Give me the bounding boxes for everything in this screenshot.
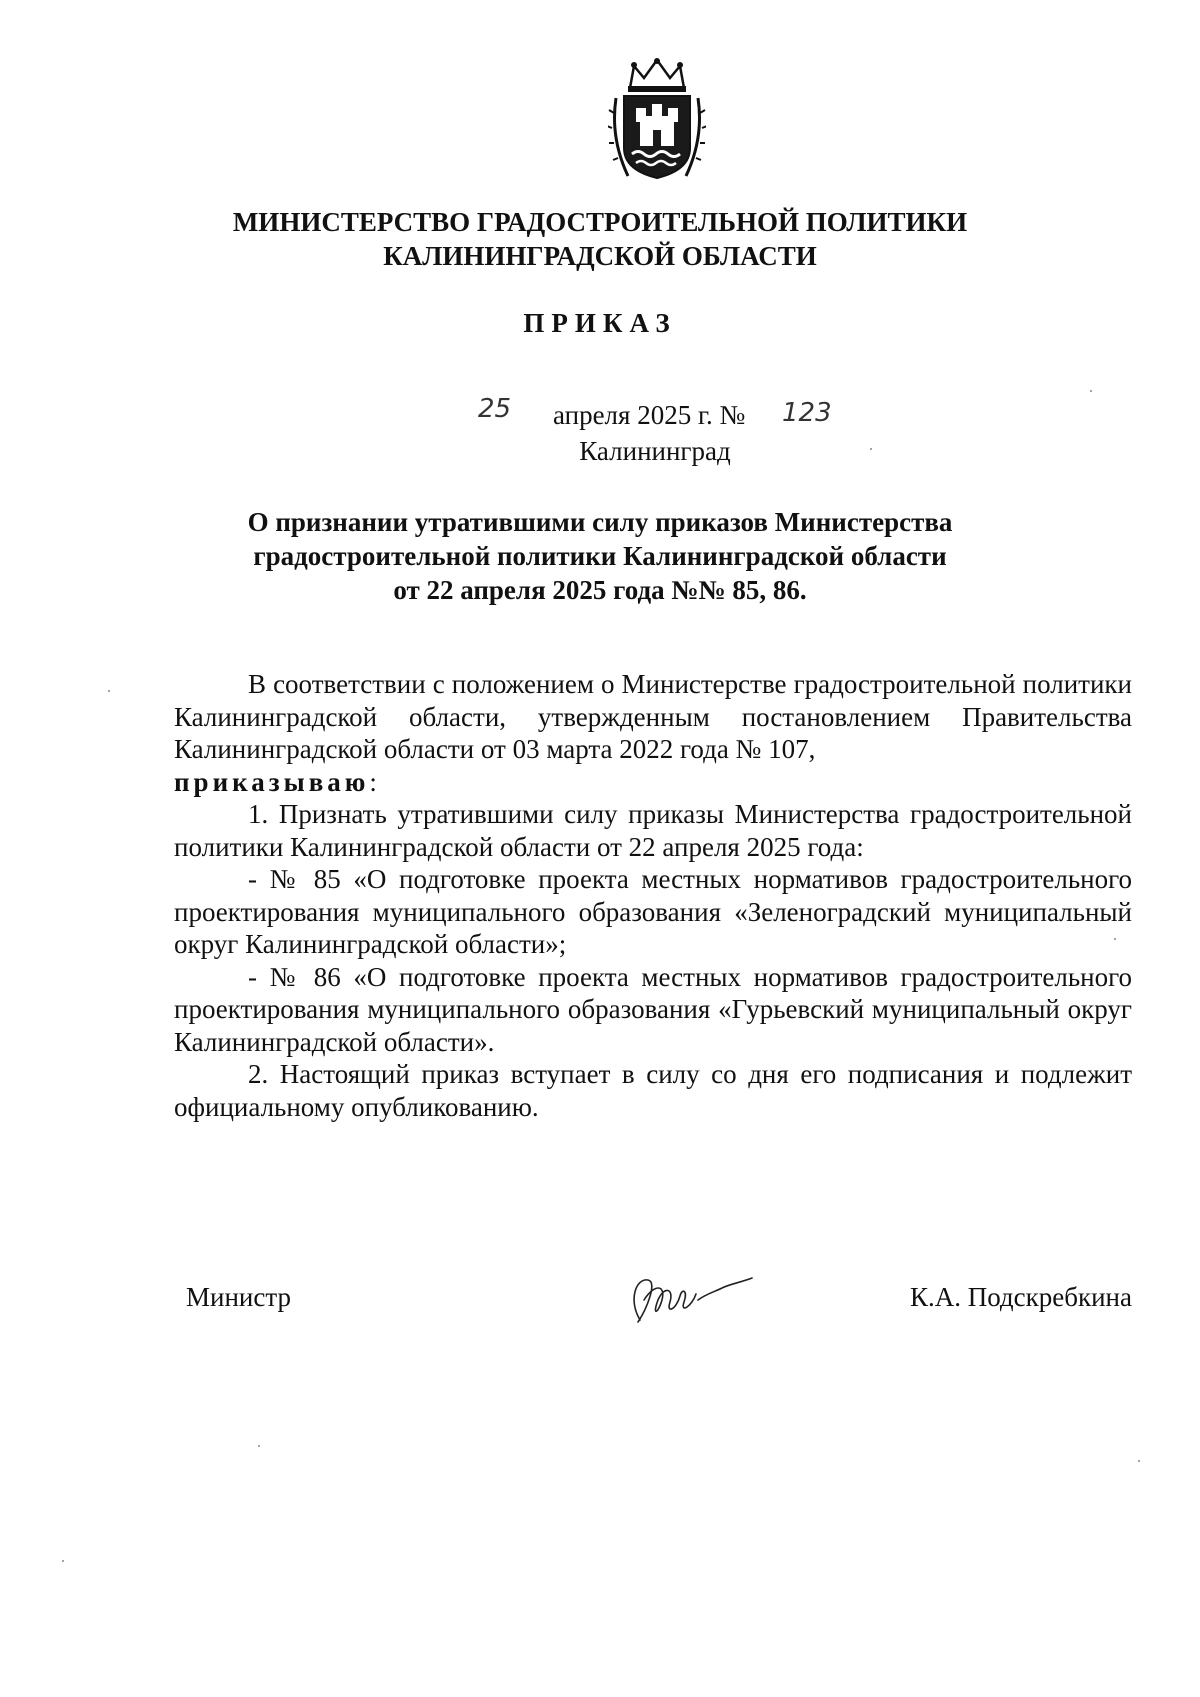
- intro-text: В соответствии с положением о Министерстве градостроительной политики Калининградской области, утвержденным постановлением Правительства Калининградской области от 03 марта 2022 года № 107,: [174, 669, 1132, 764]
- scan-speck: [258, 1445, 260, 1447]
- scan-speck: [62, 1560, 64, 1562]
- subject-line2: градостроительной политики Калининградской области: [253, 541, 947, 571]
- item2-paragraph: 2. Настоящий приказ вступает в силу со дня его подписания и подлежит официальному опубликованию.: [174, 1059, 1132, 1122]
- signature-block: [0, 1270, 1200, 1330]
- coat-of-arms-emblem: [608, 58, 706, 182]
- intro-paragraph: [174, 668, 1132, 798]
- handwritten-signature: [618, 1270, 768, 1330]
- scan-speck: [108, 690, 110, 692]
- item1-paragraph: 1. Признать утратившими силу приказы Министерства градостроительной политики Калининградской области от 22 апреля 2025 года:: [174, 799, 1132, 862]
- order-word: приказываю: [174, 766, 370, 797]
- city-name: Калининград: [579, 436, 731, 466]
- ministry-name-line1: МИНИСТЕРСТВО ГРАДОСТРОИТЕЛЬНОЙ ПОЛИТИКИ: [232, 207, 968, 237]
- date-text: апреля 2025 г. №: [553, 400, 746, 430]
- scan-speck: [1090, 390, 1092, 392]
- handwritten-day: 25: [478, 394, 512, 424]
- item1-a-paragraph: - № 85 «О подготовке проекта местных нормативов градостроительного проектирования муниципального образования «Зеленоградский муниципальный округ Калининградской области»;: [174, 864, 1132, 959]
- subject-line3: от 22 апреля 2025 года №№ 85, 86.: [393, 575, 807, 605]
- order-word-suffix: :: [369, 766, 377, 797]
- scan-speck: [1138, 1460, 1140, 1462]
- signatory-title: Министр: [186, 1282, 291, 1312]
- scan-speck: [1114, 938, 1116, 940]
- ministry-name-line2: КАЛИНИНГРАДСКОЙ ОБЛАСТИ: [383, 241, 817, 271]
- order-title: ПРИКАЗ: [523, 308, 677, 338]
- item1-b-paragraph: - № 86 «О подготовке проекта местных нормативов градостроительного проектирования муниципального образования «Гурьевский муниципальный округ Калининградской области».: [174, 961, 1132, 1057]
- handwritten-order-number: 123: [782, 398, 832, 428]
- scan-speck: [870, 448, 872, 450]
- subject-line1: О признании утратившими силу приказов Министерства: [247, 507, 953, 537]
- order-body: [174, 668, 1132, 1123]
- signatory-name: К.А. Подскребкина: [909, 1282, 1132, 1312]
